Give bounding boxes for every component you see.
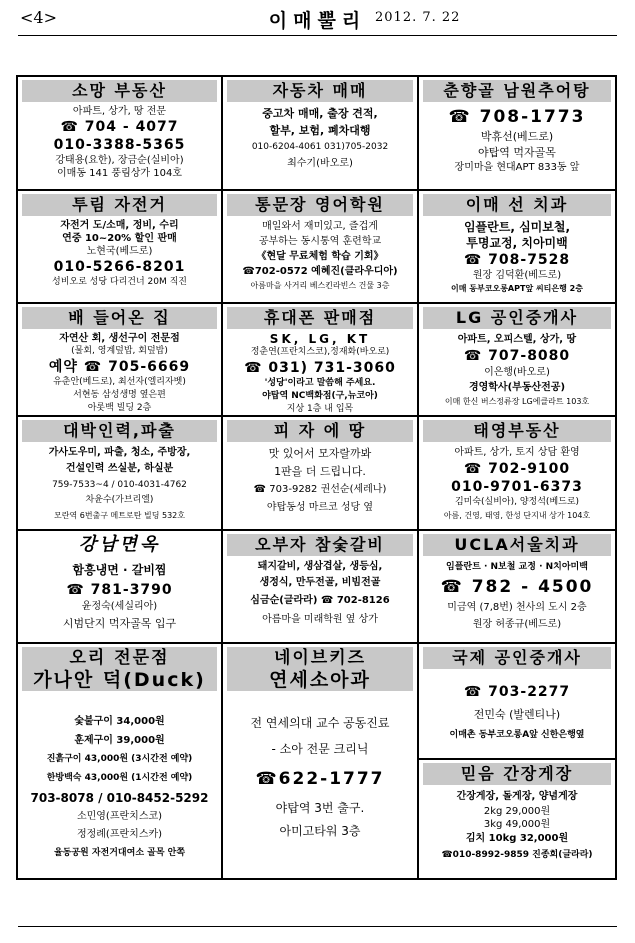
ad-namwon-chueotang <box>419 77 615 189</box>
ad-line: 장미마을 현대APT 833동 앞 <box>454 162 580 173</box>
ad-phone: 010-9701-6373 <box>451 479 583 495</box>
ad-line: 할부, 보험, 폐차대행 <box>269 124 371 137</box>
ad-phone: ☎ 704 - 4077 <box>60 119 179 135</box>
ad-line: 미금역 (7,8번) 천사의 도시 2층 <box>447 602 587 613</box>
ad-line: 이은행(바오로) <box>484 367 550 378</box>
ad-line: 함흥냉면 · 갈비찜 <box>72 563 167 577</box>
ad-line: 박휴선(베드로) <box>480 130 554 143</box>
ad-line: 《현달 무료체험 학습 기회》 <box>256 251 384 262</box>
ad-gukje-realestate <box>419 644 615 758</box>
ad-phone: ☎ 703-2277 <box>463 684 571 700</box>
ad-title: 소망 부동산 <box>22 80 217 102</box>
ad-line: 차윤수(가브리엘) <box>85 495 154 505</box>
ad-phone: ☎ 703-9282 권선순(세레나) <box>253 484 387 495</box>
ad-line: 서현동 삼성생명 옆은편 <box>73 390 166 400</box>
ad-line: 아파트, 오피스텔, 상가, 땅 <box>457 334 577 345</box>
ad-line: (물회, 영계덮밥, 회덮밥) <box>71 346 168 356</box>
ad-line: 숯불구이 34,000원 <box>74 716 165 727</box>
ad-line: 공부하는 동시통역 훈련학교 <box>258 236 382 247</box>
ad-line: 아롯백 빌딩 2층 <box>87 403 152 413</box>
ad-line: 자전거 도/소매, 정비, 수리 <box>60 220 179 231</box>
ad-title <box>227 647 413 691</box>
ad-line: 전민숙 (발렌티나) <box>473 708 561 721</box>
ad-line: 건설인력 쓰실분, 하실분 <box>65 463 174 474</box>
ad-line: 아름마을 미래학원 옆 상가 <box>262 614 378 625</box>
ad-line: 아파트, 상가, 토지 상담 환영 <box>454 447 580 458</box>
ad-canaan-duck <box>18 644 221 878</box>
ad-title-line: 오리 전문점 <box>69 648 170 668</box>
ad-line: 생정식, 만두전골, 비빔전골 <box>259 577 381 588</box>
ad-line: 윤정숙(세실리아) <box>81 601 158 612</box>
ad-phone: ☎ 782 - 4500 <box>440 577 594 597</box>
ad-lg-realestate <box>419 304 615 415</box>
ad-title: 이매 선 치과 <box>423 194 611 216</box>
ad-phone: ☎ 031) 731-3060 <box>244 360 396 376</box>
ad-line: 3kg 49,000원 <box>483 819 551 830</box>
ad-title: UCLA서울치과 <box>423 534 611 556</box>
ad-turim-bicycle <box>18 191 221 302</box>
ad-phone: 심금순(글라라) ☎ 702-8126 <box>250 595 390 606</box>
page-header <box>20 6 615 34</box>
ad-line: 간장게장, 돌게장, 양념게장 <box>456 791 578 802</box>
ad-line: 돼지갈비, 생삼겹살, 생등심, <box>257 561 383 572</box>
ad-title: 강남면옥 <box>22 534 217 556</box>
ad-phone: ☎ 781-3790 <box>66 582 173 598</box>
ad-phone: ☎ 708-7528 <box>463 252 571 268</box>
ad-line: 훈제구이 39,000원 <box>74 735 165 746</box>
page-number: <4> <box>20 8 57 27</box>
ad-line: 한방백숙 43,000원 (1시간전 예약) <box>46 773 193 783</box>
ad-phone: ☎ 707-8080 <box>463 348 571 364</box>
ad-title: 자동차 매매 <box>227 80 413 102</box>
ad-phone: ☎622-1777 <box>255 769 385 789</box>
ad-phone: 703-8078 / 010-8452-5292 <box>30 791 209 805</box>
ad-line: 원장 김덕환(베드로) <box>472 270 562 281</box>
ad-title: 국제 공인중개사 <box>423 647 611 669</box>
ad-line: 야탑역 NC백화점(구,뉴코아) <box>262 391 378 401</box>
ad-line: 이매촌 동부코오롱A앞 신한은행옆 <box>449 730 585 740</box>
ad-sashimi-house <box>18 304 221 415</box>
ad-line: 아미고타워 3층 <box>279 824 361 838</box>
ad-line: 매일와서 재미있고, 즐겁게 <box>262 221 378 232</box>
ad-line: 성비오로 성당 다리건너 20M 직진 <box>52 277 187 287</box>
ad-imae-sun-dental <box>419 191 615 302</box>
ad-line: 모란역 6번출구 메트로탄 빌딩 532호 <box>54 511 185 520</box>
ad-line: 소민영(프란치스코) <box>76 811 163 822</box>
ad-phone: 759-7533~4 / 010-4031-4762 <box>52 480 187 490</box>
ad-line: 김치 10kg 32,000원 <box>465 833 569 844</box>
ad-line: '성당'이라고 말씀해 주세요. <box>264 378 376 388</box>
header-rule <box>18 35 617 36</box>
ad-obuja-galbi <box>221 531 419 642</box>
ad-line: 원장 허종규(베드로) <box>472 619 562 630</box>
ad-title: 춘향골 남원추어탕 <box>423 80 611 102</box>
ad-line: 전 연세의대 교수 공동진료 <box>250 716 390 730</box>
ad-line: 지상 1층 내 입목 <box>286 404 354 414</box>
ad-mideum-ganjang-gejang <box>419 758 615 878</box>
ad-tongmunjang-english <box>221 191 419 302</box>
ad-line: - 소아 전문 크리닉 <box>271 742 369 756</box>
ad-title: 통문장 영어학원 <box>227 194 413 216</box>
ad-line: 아파트, 상가, 땅 전문 <box>72 106 167 117</box>
ad-phone: ☎ 708-1773 <box>448 107 586 127</box>
ad-line: 이매동 141 풍림상가 104호 <box>57 168 182 179</box>
ad-taeyoung-realestate <box>419 417 615 529</box>
ad-title: 대박인력,파출 <box>22 420 217 442</box>
footer-rule <box>18 926 617 927</box>
ad-line: 중고차 매매, 출장 견적, <box>262 107 378 120</box>
ad-line: 정정례(프란치스카) <box>76 829 163 840</box>
ad-phone: ☎010-8992-9859 진종희(글라라) <box>441 850 593 860</box>
ad-grid <box>16 75 617 880</box>
ad-line: 유춘안(베드로), 최선자(엘리자벳) <box>53 377 186 387</box>
ad-line: 야탑역 3번 출구. <box>275 801 365 815</box>
ad-phone: ☎ 702-9100 <box>463 461 571 477</box>
ad-line: 야탑역 먹자골목 <box>478 146 556 159</box>
ad-phone: ☎702-0572 예혜진(클라우디아) <box>242 266 398 277</box>
ad-line: 정춘연(프란치스코),정재화(바오로) <box>250 347 390 357</box>
ad-phone-shop <box>221 304 419 415</box>
ad-line: 율동공원 자전거대여소 골목 안쪽 <box>53 848 186 858</box>
ad-title: LG 공인중개사 <box>423 307 611 329</box>
ad-title: 믿음 간장게장 <box>423 763 611 785</box>
ad-line: 김미숙(실비아), 양정석(베드로) <box>454 497 580 507</box>
ad-line: 임플란트, 심미보철, <box>463 220 571 234</box>
ad-ucla-seoul-dental <box>419 531 615 642</box>
ad-title-line: 가나안 덕(Duck) <box>33 669 206 691</box>
ad-phone: 예약 ☎ 705-6669 <box>48 359 191 375</box>
ad-line: 연중 10~20% 할인 판매 <box>62 233 177 244</box>
ad-line: 최수기(바오로) <box>287 158 353 169</box>
ad-line: 2kg 29,000원 <box>483 806 551 817</box>
ad-pizza <box>221 417 419 529</box>
ad-line: 임플란트 · N보철 교정 · N치아미백 <box>446 562 588 572</box>
ad-gangnam-myeonok <box>18 531 221 642</box>
ad-title-line: 네이브키즈 <box>273 648 367 668</box>
ad-line: 시범단지 먹자골목 입구 <box>62 617 177 630</box>
ad-line: 1판을 더 드립니다. <box>274 465 366 478</box>
ad-line: 이매 동부코오롱APT앞 씨티은행 2층 <box>451 284 583 293</box>
ad-line: 맛 있어서 모자랄까봐 <box>268 447 372 460</box>
ad-title: 배 들어온 집 <box>22 307 217 329</box>
ad-title: 휴대폰 판매점 <box>227 307 413 329</box>
ad-title: 태영부동산 <box>423 420 611 442</box>
ad-phone: 010-5266-8201 <box>53 259 186 275</box>
newsletter-title: 이매뿔리 <box>268 10 367 32</box>
ad-line: SK, LG, KT <box>269 332 371 346</box>
ad-line: 아름마을 사거리 베스킨라빈스 건물 3층 <box>250 281 390 290</box>
ad-title: 피 자 에 땅 <box>227 420 413 442</box>
ad-line: 아름, 건영, 태영, 한성 단지내 상가 104호 <box>443 511 591 520</box>
ad-line: 강태용(요한), 장금순(실비아) <box>55 155 184 166</box>
ad-title <box>22 647 217 691</box>
ad-line: 경영학사(부동산전공) <box>468 382 566 393</box>
ad-line: 투명교정, 치아미백 <box>466 236 568 250</box>
ad-line: 야탑동성 마르코 성당 옆 <box>266 502 374 513</box>
ad-line: 가사도우미, 파출, 청소, 주방장, <box>48 447 191 458</box>
ad-car-dealer <box>221 77 419 189</box>
ad-line: 노현국(베드로) <box>86 246 153 257</box>
ad-title-line: 연세소아과 <box>269 669 371 691</box>
ad-title: 오부자 참숯갈비 <box>227 534 413 556</box>
ad-line: 이매 한신 버스정류장 LG에클라트 103호 <box>444 397 590 406</box>
ad-title: 투림 자전거 <box>22 194 217 216</box>
ad-daebak-staffing <box>18 417 221 529</box>
ad-line: 자연산 회, 생선구이 전문점 <box>59 333 180 344</box>
ad-line: 진흙구이 43,000원 (3시간전 예약) <box>46 754 193 764</box>
ad-phone: 010-6204-4061 031)705-2032 <box>251 142 389 152</box>
ad-yonsei-pediatrics <box>221 644 419 878</box>
ad-somang-realestate <box>18 77 221 189</box>
issue-date: 2012. 7. 22 <box>375 10 461 25</box>
ad-phone: 010-3388-5365 <box>53 137 186 153</box>
